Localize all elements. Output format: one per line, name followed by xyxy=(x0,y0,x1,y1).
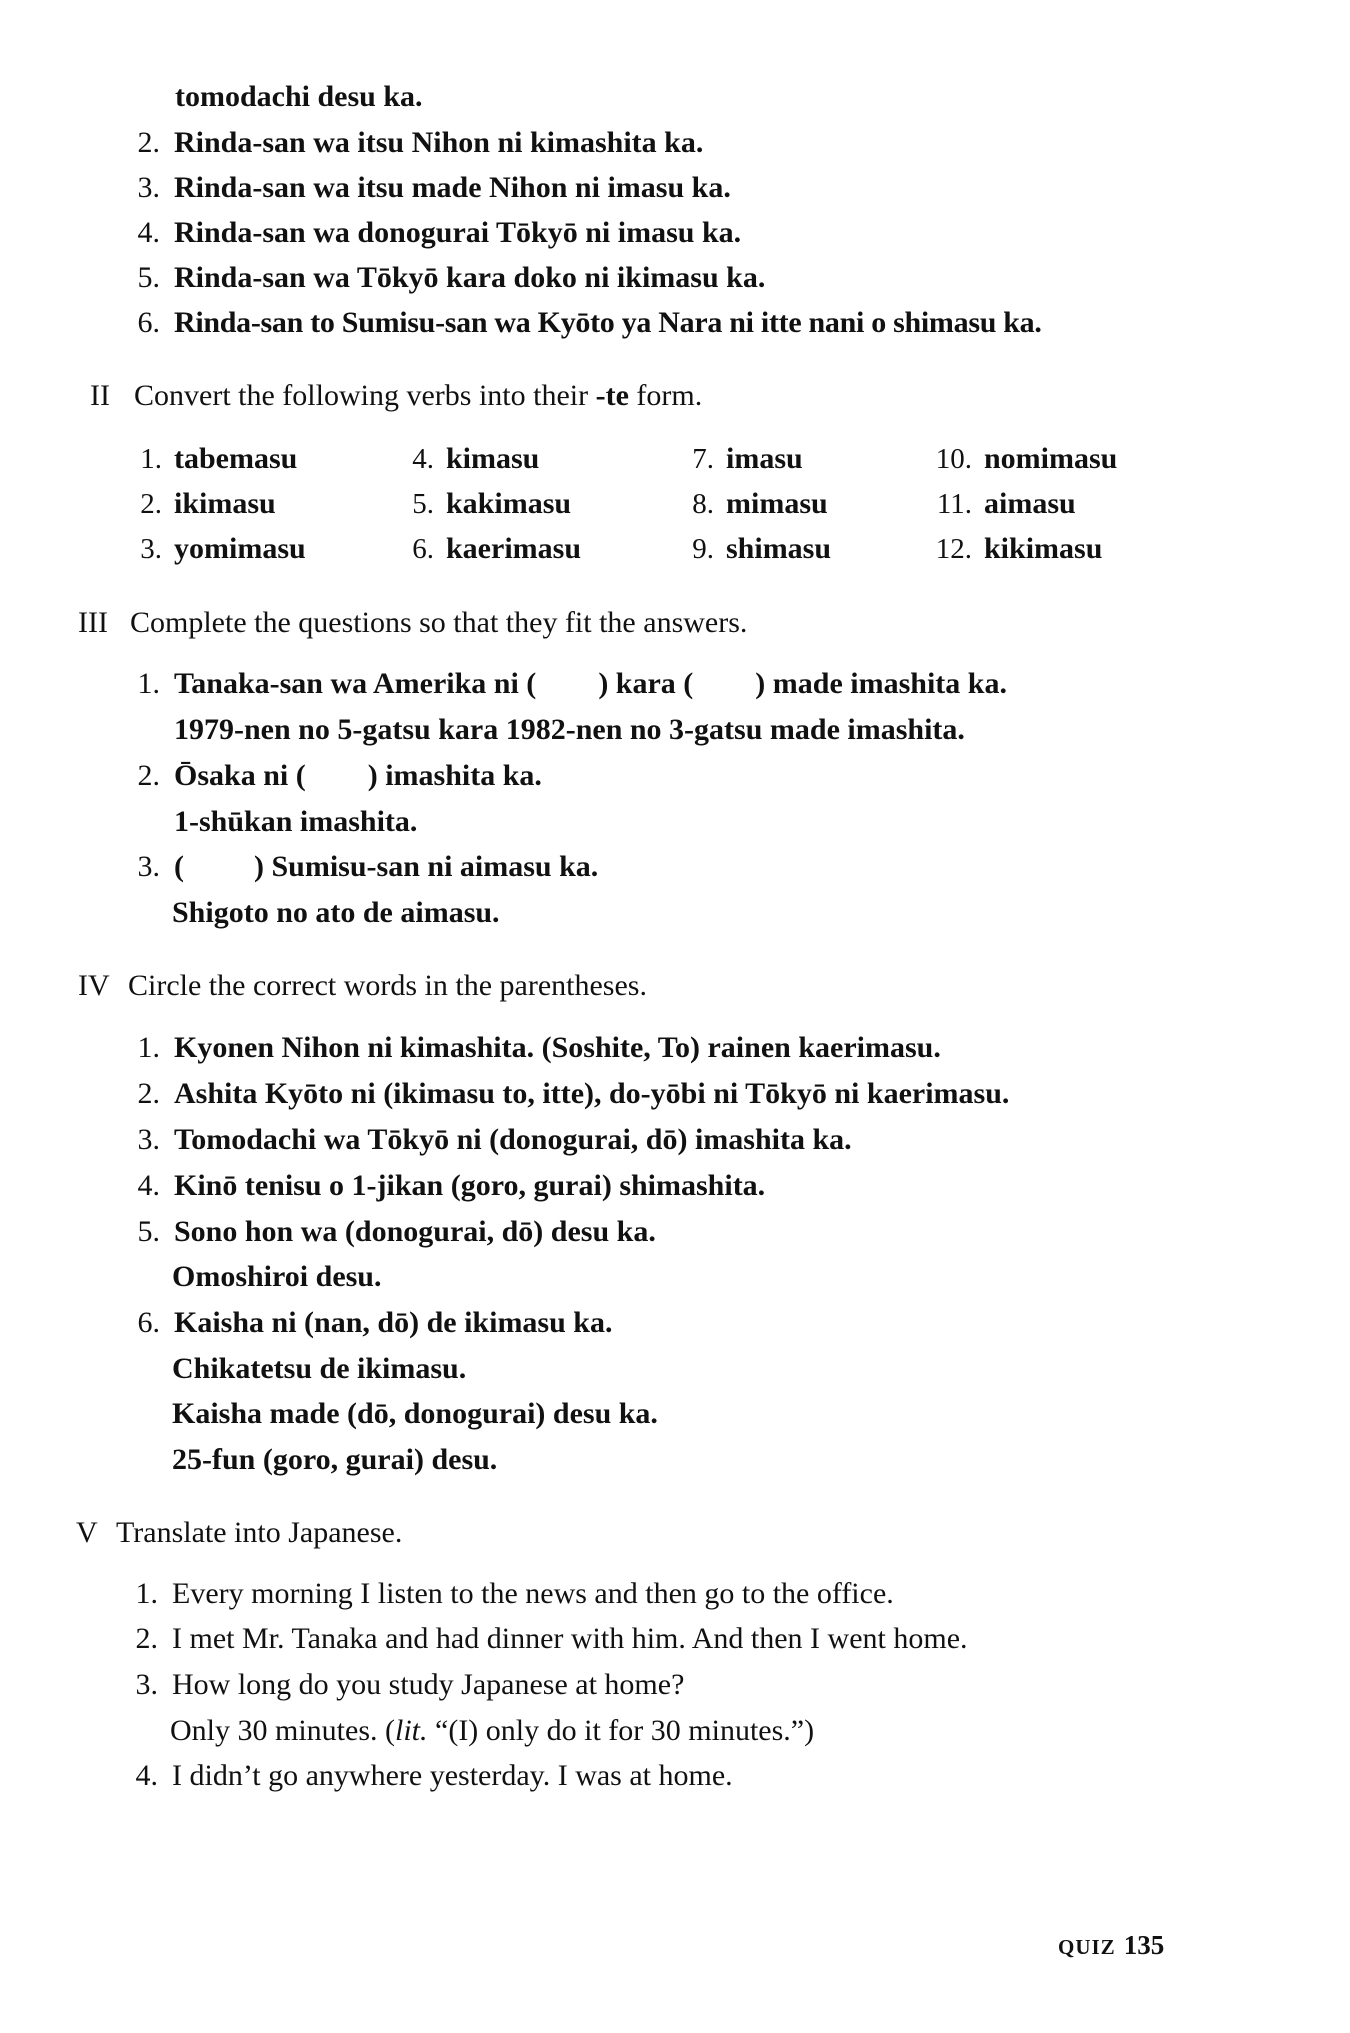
answer-text: 1-shūkan imashita. xyxy=(174,805,418,838)
item-1-continuation: tomodachi desu ka. xyxy=(175,80,423,113)
verb-item: 11. aimasu xyxy=(936,487,1076,520)
verb-item: 3. yomimasu xyxy=(140,532,306,565)
verb-item: 4. kimasu xyxy=(412,442,540,475)
answer-text: Shigoto no ato de aimasu. xyxy=(172,896,500,929)
item-text: Rinda-san wa Tōkyō kara doko ni ikimasu ka. xyxy=(174,261,766,294)
section-heading xyxy=(90,381,702,411)
instruction-text: Circle the correct words in the parentheses. xyxy=(128,969,647,1002)
item-text: Rinda-san wa itsu Nihon ni kimashita ka. xyxy=(174,126,704,159)
instruction-text: form. xyxy=(628,379,703,412)
item-number: 4. xyxy=(137,216,160,249)
answer-text: Omoshiroi desu. xyxy=(172,1260,382,1293)
verb-item: 12. kikimasu xyxy=(935,532,1103,565)
item-number: 2. xyxy=(137,126,160,159)
section-heading xyxy=(78,608,747,638)
verb-item: 1. tabemasu xyxy=(140,442,298,475)
section-heading xyxy=(78,971,647,1001)
instruction-text: Convert the following verbs into their xyxy=(134,379,596,412)
page-number: 135 xyxy=(1123,1930,1165,1960)
answer-text: 1979-nen no 5-gatsu kara 1982-nen no 3-gatsu made imashita. xyxy=(174,713,965,746)
item-text: Rinda-san wa itsu made Nihon ni imasu ka. xyxy=(174,171,731,204)
exercise-text: Kaisha made (dō, donogurai) desu ka. xyxy=(172,1397,658,1430)
section-number: IV xyxy=(78,969,110,1002)
instruction-emphasis: -te xyxy=(595,379,629,412)
answer-text: 25-fun (goro, gurai) desu. xyxy=(172,1443,498,1476)
answer-text: Chikatetsu de ikimasu. xyxy=(172,1352,467,1385)
verb-item: 8. mimasu xyxy=(692,487,828,520)
item-text: Rinda-san to Sumisu-san wa Kyōto ya Nara ni itte nani o shimasu ka. xyxy=(174,306,1042,339)
page-footer xyxy=(1058,1932,1164,1959)
section-number: II xyxy=(90,379,110,412)
verb-item: 6. kaerimasu xyxy=(412,532,581,565)
section-heading xyxy=(76,1518,402,1548)
item-number: 6. xyxy=(137,306,160,339)
footer-label: QUIZ xyxy=(1058,1935,1116,1959)
instruction-text: Translate into Japanese. xyxy=(116,1516,403,1549)
section-number: V xyxy=(76,1516,98,1549)
verb-item: 9. shimasu xyxy=(692,532,832,565)
translation-subline: Only 30 minutes. (lit. “(I) only do it for 30 minutes.”) xyxy=(170,1714,815,1747)
item-text: Rinda-san wa donogurai Tōkyō ni imasu ka. xyxy=(174,216,742,249)
verb-item: 10. nomimasu xyxy=(935,442,1118,475)
item-number: 3. xyxy=(137,171,160,204)
verb-item: 7. imasu xyxy=(692,442,803,475)
section-number: III xyxy=(78,606,108,639)
item-number: 5. xyxy=(137,261,160,294)
verb-item: 5. kakimasu xyxy=(412,487,572,520)
instruction-text: Complete the questions so that they fit the answers. xyxy=(130,606,748,639)
verb-item: 2. ikimasu xyxy=(140,487,276,520)
